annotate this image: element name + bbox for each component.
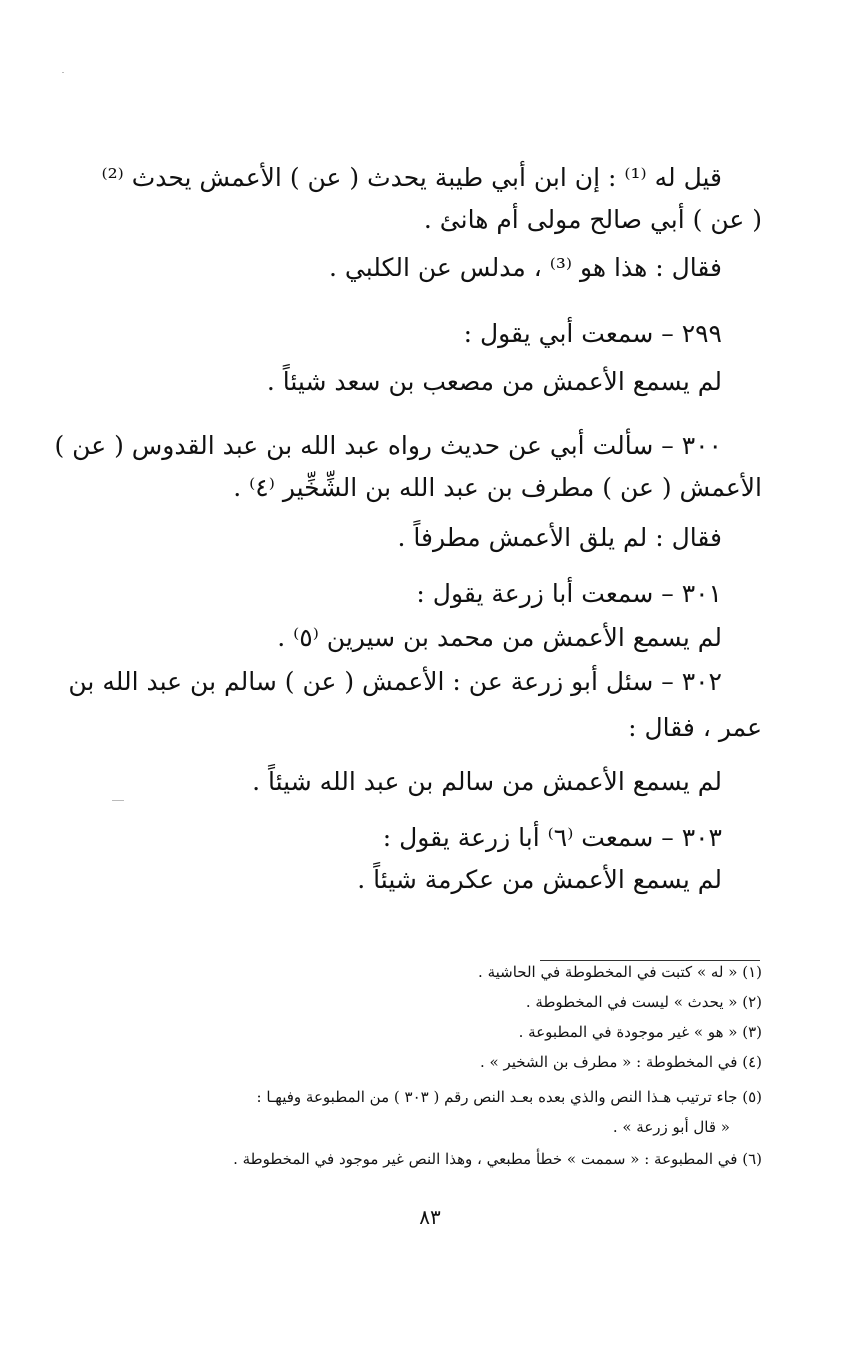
body-line: لم يسمع الأعمش من مصعب بن سعد شيئاً . (266, 367, 722, 396)
body-line: فقال : هذا هو ⁽³⁾ ، مدلس عن الكلبي . (329, 253, 722, 282)
body-line: ٣٠٢ – سئل أبو زرعة عن : الأعمش ( عن ) سالم بن عبد الله بن (68, 667, 722, 696)
body-line: الأعمش ( عن ) مطرف بن عبد الله بن الشِّخِّير ⁽٤⁾ . (233, 473, 762, 502)
footnote: (٥) جاء ترتيب هـذا النص والذي بعده بعـد النص رقم ( ٣٠٣ ) من المطبوعة وفيهـا : (256, 1088, 762, 1106)
body-line: فقال : لم يلق الأعمش مطرفاً . (397, 523, 722, 552)
page-number: ٨٣ (419, 1205, 441, 1229)
body-line: ٣٠٣ – سمعت ⁽٦⁾ أبا زرعة يقول : (382, 823, 722, 852)
body-line: ٢٩٩ – سمعت أبي يقول : (463, 319, 722, 348)
footnote: (٣) « هو » غير موجودة في المطبوعة . (518, 1023, 762, 1041)
footnote-continuation: « قال أبو زرعة » . (612, 1118, 730, 1136)
body-line: لم يسمع الأعمش من عكرمة شيئاً . (357, 865, 722, 894)
body-line: لم يسمع الأعمش من محمد بن سيرين ⁽٥⁾ . (277, 623, 722, 652)
body-line: عمر ، فقال : (628, 713, 762, 742)
body-line: ( عن ) أبي صالح مولى أم هانئ . (423, 205, 762, 234)
body-line: ٣٠٠ – سألت أبي عن حديث رواه عبد الله بن عبد القدوس ( عن ) (54, 431, 722, 460)
body-line: ٣٠١ – سمعت أبا زرعة يقول : (416, 579, 722, 608)
scan-speck (62, 72, 64, 73)
footnote: (٦) في المطبوعة : « سممت » خطأ مطبعي ، وهذا النص غير موجود في المخطوطة . (233, 1150, 762, 1168)
footnote: (٢) « يحدث » ليست في المخطوطة . (525, 993, 762, 1011)
scan-speck (112, 800, 124, 801)
body-line: لم يسمع الأعمش من سالم بن عبد الله شيئاً . (252, 767, 722, 796)
footnote: (١) « له » كتبت في المخطوطة في الحاشية . (478, 963, 762, 981)
footnote: (٤) في المخطوطة : « مطرف بن الشخير » . (479, 1053, 762, 1071)
body-line: قيل له ⁽¹⁾ : إن ابن أبي طيبة يحدث ( عن ) الأعمش يحدث ⁽²⁾ (101, 163, 722, 192)
